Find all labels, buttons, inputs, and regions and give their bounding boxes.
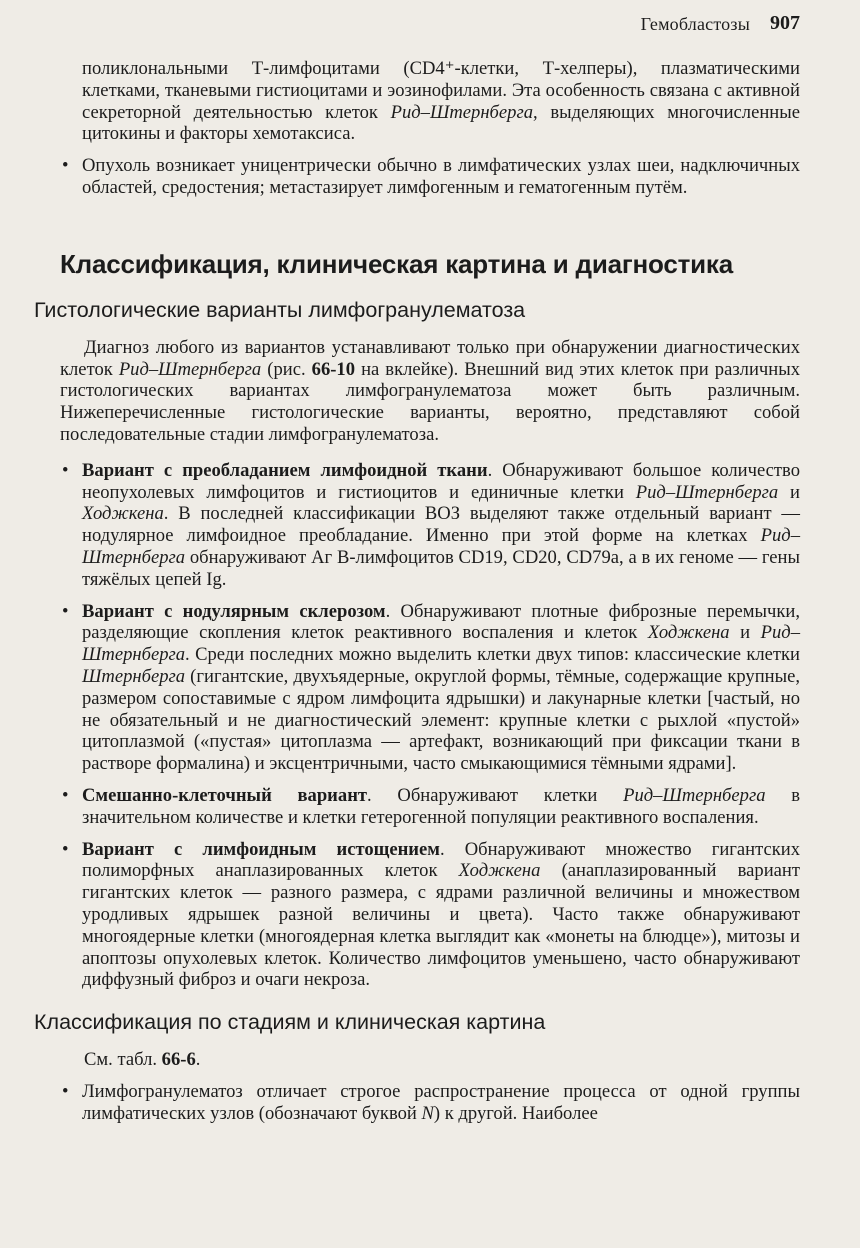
staging-list: [60, 1081, 800, 1125]
running-header: [0, 8, 860, 38]
section-title: Классификация, клиническая картина и диагностика: [60, 248, 733, 279]
table-reference-number: 66-6: [161, 1049, 196, 1071]
page-content: [34, 58, 801, 1124]
staging-bullet-end: ) к другой. Наиболее: [433, 1102, 598, 1124]
variant-text: Обнаруживают клетки Рид–Штернберга в значительном количестве и клетки гетерогенной популяции реактивного воспаления.: [82, 784, 800, 828]
variant-item: • Вариант с лимфоидным истощением. Обнаруживают множество гигантских полиморфных анаплазированных клеток Ходжкена (анаплазированный вариант гигантских клеток — разного размера, с ядрами различной величины и множеством уродливых ядрышек разной величины и цвета). Часто также обнаруживают многоядерные клетки (многоядерная клетка выглядит как «монеты на блюдце»), митозы и апоптозы опухолевых клеток. Количество лимфоцитов уменьшено, часто обнаруживают диффузный фиброз и очаги некроза.: [60, 839, 800, 992]
running-header-section: Гемобластозы: [640, 14, 750, 34]
table-reference: [60, 1049, 800, 1071]
subsection-title-staging: Классификация по стадиям и клиническая картина: [34, 1010, 546, 1035]
histology-paragraph: Диагноз любого из вариантов устанавливают только при обнаружении диагностических клеток Рид–Штернберга (рис. 66-10 на вклейке). Внешний вид этих клеток при различных гистологических вариантах лимфогранулематоза может быть различным. Нижеперечисленные гистологические варианты, вероятно, представляют собой последовательные стадии лимфогранулематоза.: [60, 336, 800, 445]
intro-list: [60, 155, 800, 199]
variant-text: Обнаруживают плотные фиброзные перемычки, разделяющие скопления клеток реактивного воспаления и клеток Ходжкена и Рид–Штернберга. Среди последних можно выделить клетки двух типов: классические клетки Штернберга (гигантские, двухъядерные, округлой формы, тёмные, содержащие крупные, размером сопоставимые с ядром лимфоцита ядрышки) и лакунарные клетки [частый, но не обязательный и не диагностический элемент: крупные клетки с рыхлой «пустой» цитоплазмой («пустая» цитоплазма — артефакт, возникающий при фиксации ткани в растворе формалина) и эксцентричными, часто смыкающимися тёмными ядрами].: [82, 600, 801, 775]
variant-title: Вариант с преобладанием лимфоидной ткани: [82, 459, 488, 481]
table-reference-prefix: См. табл.: [84, 1049, 157, 1071]
variant-list: [60, 460, 800, 991]
variant-title: Вариант с нодулярным склерозом: [82, 600, 386, 622]
variant-item: • Вариант с нодулярным склерозом. Обнаруживают плотные фиброзные перемычки, разделяющие скопления клеток реактивного воспаления и клеток Ходжкена и Рид–Штернберга. Среди последних можно выделить клетки двух типов: классические клетки Штернберга (гигантские, двухъядерные, округлой формы, тёмные, содержащие крупные, размером сопоставимые с ядром лимфоцита ядрышки) и лакунарные клетки [частый, но не обязательный и не диагностический элемент: крупные клетки с рыхлой «пустой» цитоплазмой («пустая» цитоплазма — артефакт, возникающий при фиксации ткани в растворе формалина) и эксцентричными, часто смыкающимися тёмными ядрами].: [60, 601, 800, 775]
variant-title: Вариант с лимфоидным истощением: [82, 838, 440, 860]
page-number: 907: [770, 12, 800, 34]
variant-text: Обнаруживают большое количество неопухолевых лимфоцитов и гистиоцитов и единичные клетки Рид–Штернберга и Ходжкена. В последней классификации ВОЗ выделяют также отдельный вариант — нодулярное лимфоидное преобладание. Именно при этой форме на клетках Рид–Штернберга обнаруживают Аг В-лимфоцитов CD19, CD20, CD79a, а в их геноме — гены тяжёлых цепей Ig.: [82, 459, 801, 590]
staging-bullet-start: Лимфогранулематоз отличает строгое распространение процесса от одной группы лимфатических узлов (обозначают буквой: [82, 1080, 800, 1124]
variant-title: Смешанно-клеточный вариант: [82, 784, 368, 806]
staging-bullet: [60, 1081, 800, 1125]
intro-bullet: • Опухоль возникает уницентрически обычно в лимфатических узлах шеи, надключичных областей, средостения; метастазирует лимфогенным и гематогенным путём.: [60, 155, 800, 199]
variant-text: Обнаруживают множество гигантских полиморфных анаплазированных клеток Ходжкена (анаплазированный вариант гигантских клеток — разного размера, с ядрами различной величины и множеством уродливых ядрышек разной величины и цвета). Часто также обнаруживают многоядерные клетки (многоядерная клетка выглядит как «монеты на блюдце»), митозы и апоптозы опухолевых клеток. Количество лимфоцитов уменьшено, часто обнаруживают диффузный фиброз и очаги некроза.: [82, 838, 801, 991]
variant-item: • Вариант с преобладанием лимфоидной ткани. Обнаруживают большое количество неопухолевых лимфоцитов и гистиоцитов и единичные клетки Рид–Штернберга и Ходжкена. В последней классификации ВОЗ выделяют также отдельный вариант — нодулярное лимфоидное преобладание. Именно при этой форме на клетках Рид–Штернберга обнаруживают Аг В-лимфоцитов CD19, CD20, CD79a, а в их геноме — гены тяжёлых цепей Ig.: [60, 460, 800, 591]
table-reference-suffix: .: [195, 1049, 201, 1071]
staging-bullet-letter: N: [421, 1102, 434, 1124]
variant-item: • Смешанно-клеточный вариант. Обнаруживают клетки Рид–Штернберга в значительном количестве и клетки гетерогенной популяции реактивного воспаления.: [60, 785, 800, 829]
subsection-title-histology: Гистологические варианты лимфогранулематоза: [34, 297, 526, 322]
intro-continuation: поликлональными Т-лимфоцитами (CD4⁺-клетки, Т-хелперы), плазматическими клетками, тканевыми гистиоцитами и эозинофилами. Эта особенность связана с активной секреторной деятельностью клеток Рид–Штернберга, выделяющих многочисленные цитокины и факторы хемотаксиса.: [82, 58, 800, 145]
